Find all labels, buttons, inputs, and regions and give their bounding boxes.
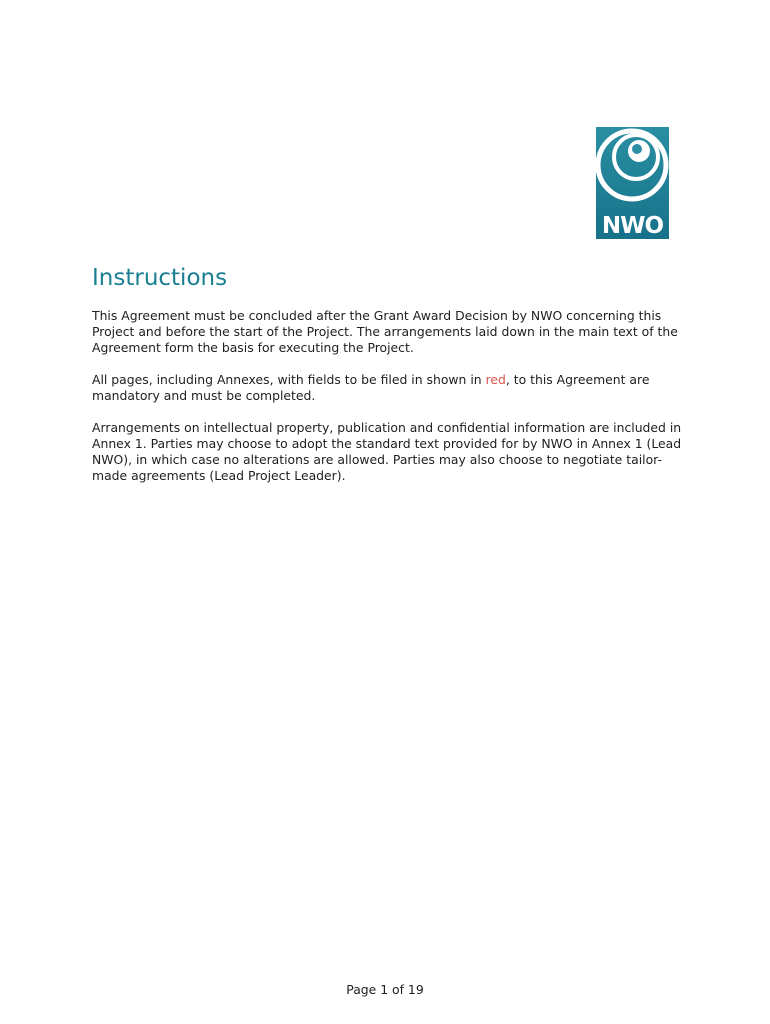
mandatory-text-start: All pages, including Annexes, with fields to be filed in shown in	[92, 372, 486, 387]
paragraph-intellectual-property: Arrangements on intellectual property, publication and confidential information are included in Annex 1. Parties may choose to adopt the standard text provided for by NWO in Annex 1 (Lead NWO), in which case no alterations are allowed. Parties may also choose to negotiate tailor-made agreements (Lead Project Leader).	[92, 420, 682, 483]
paragraph-mandatory-fields	[92, 372, 692, 404]
mandatory-text-end: , to this Agreement are mandatory and must be completed.	[92, 372, 650, 403]
nwo-logo	[596, 127, 669, 239]
page-title: Instructions	[92, 265, 228, 291]
red-highlight-word: red	[485, 372, 506, 387]
instructions-body	[92, 308, 692, 500]
nwo-logo-text: NWO	[601, 213, 664, 239]
paragraph-agreement-timing: This Agreement must be concluded after the Grant Award Decision by NWO concerning this Project and before the start of the Project. The arrangements laid down in the main text of the Agreement form the basis for executing the Project.	[92, 308, 678, 355]
page-number: Page 1 of 19	[346, 982, 424, 997]
